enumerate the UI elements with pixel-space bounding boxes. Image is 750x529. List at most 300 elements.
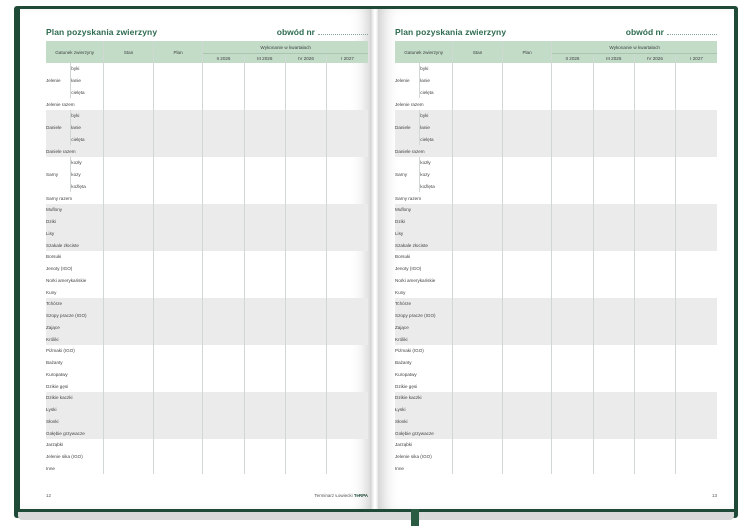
entry-cell[interactable]: [327, 204, 368, 216]
entry-cell[interactable]: [634, 204, 675, 216]
entry-cell[interactable]: [453, 310, 503, 322]
entry-cell[interactable]: [104, 298, 154, 310]
entry-cell[interactable]: [634, 310, 675, 322]
entry-cell[interactable]: [153, 239, 203, 251]
entry-cell[interactable]: [453, 204, 503, 216]
entry-cell[interactable]: [453, 145, 503, 157]
entry-cell[interactable]: [285, 251, 326, 263]
entry-cell[interactable]: [593, 298, 634, 310]
entry-cell[interactable]: [244, 392, 285, 404]
entry-cell[interactable]: [244, 228, 285, 240]
entry-cell[interactable]: [593, 216, 634, 228]
entry-cell[interactable]: [634, 87, 675, 99]
entry-cell[interactable]: [285, 404, 326, 416]
entry-cell[interactable]: [327, 122, 368, 134]
entry-cell[interactable]: [327, 216, 368, 228]
entry-cell[interactable]: [203, 204, 244, 216]
entry-cell[interactable]: [244, 192, 285, 204]
entry-cell[interactable]: [153, 122, 203, 134]
entry-cell[interactable]: [552, 275, 593, 287]
entry-cell[interactable]: [104, 310, 154, 322]
entry-cell[interactable]: [593, 192, 634, 204]
entry-cell[interactable]: [502, 392, 552, 404]
entry-cell[interactable]: [285, 275, 326, 287]
entry-cell[interactable]: [104, 192, 154, 204]
entry-cell[interactable]: [453, 298, 503, 310]
entry-cell[interactable]: [104, 404, 154, 416]
entry-cell[interactable]: [104, 369, 154, 381]
entry-cell[interactable]: [104, 216, 154, 228]
entry-cell[interactable]: [502, 416, 552, 428]
entry-cell[interactable]: [104, 263, 154, 275]
entry-cell[interactable]: [552, 87, 593, 99]
entry-cell[interactable]: [244, 439, 285, 451]
entry-cell[interactable]: [153, 298, 203, 310]
entry-cell[interactable]: [676, 463, 717, 475]
entry-cell[interactable]: [552, 369, 593, 381]
entry-cell[interactable]: [502, 63, 552, 75]
entry-cell[interactable]: [676, 286, 717, 298]
entry-cell[interactable]: [203, 275, 244, 287]
entry-cell[interactable]: [502, 369, 552, 381]
entry-cell[interactable]: [285, 322, 326, 334]
entry-cell[interactable]: [153, 463, 203, 475]
entry-cell[interactable]: [244, 216, 285, 228]
entry-cell[interactable]: [676, 122, 717, 134]
entry-cell[interactable]: [244, 63, 285, 75]
entry-cell[interactable]: [203, 63, 244, 75]
entry-cell[interactable]: [244, 333, 285, 345]
entry-cell[interactable]: [593, 275, 634, 287]
entry-cell[interactable]: [285, 357, 326, 369]
entry-cell[interactable]: [327, 169, 368, 181]
entry-cell[interactable]: [285, 63, 326, 75]
entry-cell[interactable]: [104, 157, 154, 169]
entry-cell[interactable]: [676, 416, 717, 428]
entry-cell[interactable]: [593, 404, 634, 416]
entry-cell[interactable]: [593, 451, 634, 463]
entry-cell[interactable]: [593, 380, 634, 392]
entry-cell[interactable]: [552, 439, 593, 451]
entry-cell[interactable]: [104, 451, 154, 463]
entry-cell[interactable]: [153, 263, 203, 275]
entry-cell[interactable]: [285, 110, 326, 122]
entry-cell[interactable]: [552, 310, 593, 322]
entry-cell[interactable]: [634, 169, 675, 181]
entry-cell[interactable]: [634, 145, 675, 157]
entry-cell[interactable]: [285, 204, 326, 216]
entry-cell[interactable]: [327, 75, 368, 87]
entry-cell[interactable]: [153, 275, 203, 287]
entry-cell[interactable]: [327, 110, 368, 122]
entry-cell[interactable]: [285, 333, 326, 345]
entry-cell[interactable]: [153, 392, 203, 404]
entry-cell[interactable]: [327, 228, 368, 240]
entry-cell[interactable]: [502, 380, 552, 392]
entry-cell[interactable]: [552, 192, 593, 204]
entry-cell[interactable]: [203, 110, 244, 122]
entry-cell[interactable]: [153, 134, 203, 146]
entry-cell[interactable]: [285, 392, 326, 404]
entry-cell[interactable]: [104, 122, 154, 134]
entry-cell[interactable]: [327, 263, 368, 275]
entry-cell[interactable]: [676, 451, 717, 463]
entry-cell[interactable]: [552, 404, 593, 416]
entry-cell[interactable]: [285, 134, 326, 146]
entry-cell[interactable]: [244, 416, 285, 428]
entry-cell[interactable]: [502, 322, 552, 334]
entry-cell[interactable]: [327, 310, 368, 322]
entry-cell[interactable]: [327, 275, 368, 287]
entry-cell[interactable]: [104, 427, 154, 439]
entry-cell[interactable]: [676, 110, 717, 122]
entry-cell[interactable]: [634, 369, 675, 381]
entry-cell[interactable]: [104, 251, 154, 263]
entry-cell[interactable]: [552, 322, 593, 334]
entry-cell[interactable]: [502, 192, 552, 204]
entry-cell[interactable]: [552, 157, 593, 169]
entry-cell[interactable]: [203, 239, 244, 251]
entry-cell[interactable]: [244, 98, 285, 110]
entry-cell[interactable]: [552, 134, 593, 146]
entry-cell[interactable]: [453, 369, 503, 381]
entry-cell[interactable]: [634, 181, 675, 193]
entry-cell[interactable]: [153, 404, 203, 416]
entry-cell[interactable]: [502, 463, 552, 475]
entry-cell[interactable]: [244, 134, 285, 146]
entry-cell[interactable]: [203, 416, 244, 428]
entry-cell[interactable]: [634, 298, 675, 310]
entry-cell[interactable]: [285, 345, 326, 357]
entry-cell[interactable]: [676, 380, 717, 392]
entry-cell[interactable]: [203, 392, 244, 404]
entry-cell[interactable]: [502, 122, 552, 134]
entry-cell[interactable]: [285, 122, 326, 134]
entry-cell[interactable]: [552, 286, 593, 298]
entry-cell[interactable]: [203, 251, 244, 263]
entry-cell[interactable]: [203, 439, 244, 451]
entry-cell[interactable]: [153, 427, 203, 439]
entry-cell[interactable]: [327, 239, 368, 251]
entry-cell[interactable]: [244, 357, 285, 369]
district-field[interactable]: [277, 27, 368, 37]
entry-cell[interactable]: [153, 157, 203, 169]
entry-cell[interactable]: [203, 75, 244, 87]
entry-cell[interactable]: [593, 204, 634, 216]
entry-cell[interactable]: [327, 298, 368, 310]
entry-cell[interactable]: [153, 380, 203, 392]
entry-cell[interactable]: [502, 298, 552, 310]
entry-cell[interactable]: [153, 451, 203, 463]
entry-cell[interactable]: [285, 451, 326, 463]
entry-cell[interactable]: [502, 157, 552, 169]
entry-cell[interactable]: [285, 439, 326, 451]
entry-cell[interactable]: [593, 263, 634, 275]
entry-cell[interactable]: [593, 345, 634, 357]
entry-cell[interactable]: [676, 310, 717, 322]
entry-cell[interactable]: [244, 75, 285, 87]
entry-cell[interactable]: [153, 110, 203, 122]
entry-cell[interactable]: [552, 263, 593, 275]
entry-cell[interactable]: [203, 192, 244, 204]
entry-cell[interactable]: [634, 216, 675, 228]
entry-cell[interactable]: [244, 263, 285, 275]
entry-cell[interactable]: [244, 345, 285, 357]
entry-cell[interactable]: [552, 216, 593, 228]
entry-cell[interactable]: [502, 134, 552, 146]
entry-cell[interactable]: [552, 427, 593, 439]
entry-cell[interactable]: [327, 369, 368, 381]
entry-cell[interactable]: [203, 463, 244, 475]
entry-cell[interactable]: [104, 239, 154, 251]
entry-cell[interactable]: [285, 216, 326, 228]
entry-cell[interactable]: [327, 463, 368, 475]
entry-cell[interactable]: [327, 451, 368, 463]
entry-cell[interactable]: [104, 392, 154, 404]
entry-cell[interactable]: [634, 192, 675, 204]
entry-cell[interactable]: [104, 63, 154, 75]
entry-cell[interactable]: [453, 228, 503, 240]
entry-cell[interactable]: [244, 427, 285, 439]
entry-cell[interactable]: [502, 251, 552, 263]
entry-cell[interactable]: [552, 451, 593, 463]
entry-cell[interactable]: [634, 333, 675, 345]
entry-cell[interactable]: [453, 451, 503, 463]
entry-cell[interactable]: [593, 134, 634, 146]
entry-cell[interactable]: [676, 427, 717, 439]
entry-cell[interactable]: [153, 181, 203, 193]
entry-cell[interactable]: [203, 322, 244, 334]
entry-cell[interactable]: [552, 145, 593, 157]
entry-cell[interactable]: [453, 87, 503, 99]
entry-cell[interactable]: [634, 251, 675, 263]
entry-cell[interactable]: [153, 310, 203, 322]
entry-cell[interactable]: [327, 98, 368, 110]
entry-cell[interactable]: [552, 204, 593, 216]
entry-cell[interactable]: [634, 98, 675, 110]
entry-cell[interactable]: [552, 110, 593, 122]
entry-cell[interactable]: [327, 251, 368, 263]
entry-cell[interactable]: [104, 145, 154, 157]
entry-cell[interactable]: [552, 380, 593, 392]
entry-cell[interactable]: [203, 427, 244, 439]
entry-cell[interactable]: [327, 322, 368, 334]
entry-cell[interactable]: [676, 298, 717, 310]
entry-cell[interactable]: [676, 63, 717, 75]
entry-cell[interactable]: [676, 263, 717, 275]
entry-cell[interactable]: [285, 310, 326, 322]
entry-cell[interactable]: [203, 298, 244, 310]
entry-cell[interactable]: [244, 181, 285, 193]
entry-cell[interactable]: [453, 110, 503, 122]
entry-cell[interactable]: [676, 369, 717, 381]
entry-cell[interactable]: [285, 416, 326, 428]
district-field[interactable]: [626, 27, 717, 37]
entry-cell[interactable]: [453, 263, 503, 275]
entry-cell[interactable]: [203, 369, 244, 381]
entry-cell[interactable]: [593, 392, 634, 404]
entry-cell[interactable]: [285, 169, 326, 181]
entry-cell[interactable]: [676, 275, 717, 287]
entry-cell[interactable]: [593, 322, 634, 334]
entry-cell[interactable]: [203, 87, 244, 99]
entry-cell[interactable]: [676, 239, 717, 251]
entry-cell[interactable]: [153, 357, 203, 369]
entry-cell[interactable]: [244, 239, 285, 251]
entry-cell[interactable]: [634, 345, 675, 357]
entry-cell[interactable]: [203, 145, 244, 157]
entry-cell[interactable]: [104, 333, 154, 345]
entry-cell[interactable]: [552, 251, 593, 263]
entry-cell[interactable]: [285, 228, 326, 240]
entry-cell[interactable]: [634, 134, 675, 146]
entry-cell[interactable]: [502, 263, 552, 275]
entry-cell[interactable]: [593, 439, 634, 451]
entry-cell[interactable]: [153, 333, 203, 345]
entry-cell[interactable]: [634, 228, 675, 240]
entry-cell[interactable]: [285, 369, 326, 381]
entry-cell[interactable]: [552, 63, 593, 75]
entry-cell[interactable]: [676, 169, 717, 181]
entry-cell[interactable]: [153, 286, 203, 298]
entry-cell[interactable]: [244, 110, 285, 122]
entry-cell[interactable]: [634, 75, 675, 87]
entry-cell[interactable]: [502, 145, 552, 157]
entry-cell[interactable]: [244, 380, 285, 392]
entry-cell[interactable]: [634, 404, 675, 416]
entry-cell[interactable]: [453, 75, 503, 87]
entry-cell[interactable]: [203, 345, 244, 357]
entry-cell[interactable]: [104, 286, 154, 298]
entry-cell[interactable]: [634, 110, 675, 122]
entry-cell[interactable]: [327, 345, 368, 357]
entry-cell[interactable]: [203, 228, 244, 240]
entry-cell[interactable]: [593, 122, 634, 134]
entry-cell[interactable]: [552, 463, 593, 475]
entry-cell[interactable]: [593, 369, 634, 381]
entry-cell[interactable]: [502, 439, 552, 451]
entry-cell[interactable]: [634, 416, 675, 428]
entry-cell[interactable]: [244, 145, 285, 157]
entry-cell[interactable]: [593, 110, 634, 122]
entry-cell[interactable]: [502, 216, 552, 228]
entry-cell[interactable]: [552, 239, 593, 251]
entry-cell[interactable]: [593, 145, 634, 157]
entry-cell[interactable]: [593, 239, 634, 251]
entry-cell[interactable]: [676, 439, 717, 451]
entry-cell[interactable]: [285, 192, 326, 204]
entry-cell[interactable]: [203, 98, 244, 110]
entry-cell[interactable]: [244, 275, 285, 287]
entry-cell[interactable]: [502, 333, 552, 345]
entry-cell[interactable]: [502, 239, 552, 251]
entry-cell[interactable]: [502, 87, 552, 99]
entry-cell[interactable]: [502, 357, 552, 369]
entry-cell[interactable]: [634, 239, 675, 251]
entry-cell[interactable]: [285, 87, 326, 99]
entry-cell[interactable]: [104, 169, 154, 181]
entry-cell[interactable]: [327, 192, 368, 204]
entry-cell[interactable]: [153, 228, 203, 240]
entry-cell[interactable]: [285, 298, 326, 310]
entry-cell[interactable]: [327, 404, 368, 416]
entry-cell[interactable]: [203, 333, 244, 345]
entry-cell[interactable]: [285, 427, 326, 439]
entry-cell[interactable]: [502, 75, 552, 87]
entry-cell[interactable]: [203, 380, 244, 392]
entry-cell[interactable]: [453, 98, 503, 110]
entry-cell[interactable]: [453, 134, 503, 146]
entry-cell[interactable]: [502, 345, 552, 357]
entry-cell[interactable]: [203, 157, 244, 169]
entry-cell[interactable]: [104, 275, 154, 287]
entry-cell[interactable]: [453, 357, 503, 369]
entry-cell[interactable]: [327, 87, 368, 99]
entry-cell[interactable]: [153, 439, 203, 451]
entry-cell[interactable]: [552, 298, 593, 310]
entry-cell[interactable]: [104, 181, 154, 193]
entry-cell[interactable]: [153, 75, 203, 87]
entry-cell[interactable]: [104, 345, 154, 357]
entry-cell[interactable]: [285, 145, 326, 157]
entry-cell[interactable]: [676, 404, 717, 416]
entry-cell[interactable]: [676, 204, 717, 216]
entry-cell[interactable]: [104, 322, 154, 334]
entry-cell[interactable]: [676, 98, 717, 110]
entry-cell[interactable]: [453, 63, 503, 75]
entry-cell[interactable]: [244, 122, 285, 134]
entry-cell[interactable]: [676, 228, 717, 240]
entry-cell[interactable]: [593, 228, 634, 240]
entry-cell[interactable]: [676, 251, 717, 263]
entry-cell[interactable]: [453, 404, 503, 416]
entry-cell[interactable]: [153, 216, 203, 228]
entry-cell[interactable]: [453, 239, 503, 251]
entry-cell[interactable]: [285, 98, 326, 110]
district-blank[interactable]: [318, 27, 368, 35]
entry-cell[interactable]: [104, 380, 154, 392]
entry-cell[interactable]: [327, 134, 368, 146]
entry-cell[interactable]: [453, 286, 503, 298]
entry-cell[interactable]: [634, 380, 675, 392]
entry-cell[interactable]: [453, 392, 503, 404]
entry-cell[interactable]: [104, 228, 154, 240]
entry-cell[interactable]: [453, 439, 503, 451]
entry-cell[interactable]: [676, 181, 717, 193]
entry-cell[interactable]: [593, 333, 634, 345]
entry-cell[interactable]: [327, 145, 368, 157]
entry-cell[interactable]: [104, 134, 154, 146]
entry-cell[interactable]: [634, 357, 675, 369]
entry-cell[interactable]: [552, 169, 593, 181]
entry-cell[interactable]: [634, 439, 675, 451]
entry-cell[interactable]: [502, 110, 552, 122]
entry-cell[interactable]: [676, 75, 717, 87]
entry-cell[interactable]: [552, 416, 593, 428]
entry-cell[interactable]: [153, 322, 203, 334]
entry-cell[interactable]: [676, 192, 717, 204]
entry-cell[interactable]: [244, 251, 285, 263]
entry-cell[interactable]: [634, 263, 675, 275]
entry-cell[interactable]: [244, 463, 285, 475]
entry-cell[interactable]: [552, 228, 593, 240]
entry-cell[interactable]: [104, 75, 154, 87]
entry-cell[interactable]: [676, 322, 717, 334]
entry-cell[interactable]: [327, 427, 368, 439]
entry-cell[interactable]: [104, 87, 154, 99]
entry-cell[interactable]: [104, 204, 154, 216]
entry-cell[interactable]: [593, 357, 634, 369]
